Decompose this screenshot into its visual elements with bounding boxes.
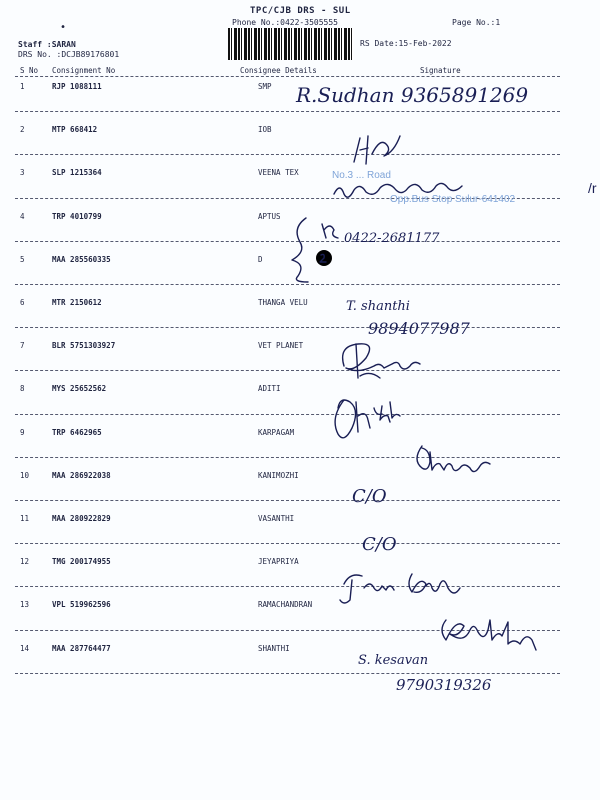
stray-mark: • xyxy=(60,22,67,33)
signature-row-12 xyxy=(334,566,484,610)
consignee-name: VET PLANET xyxy=(258,341,304,351)
page-number: Page No.:1 xyxy=(452,18,501,27)
consignee-name: THANGA VELU xyxy=(258,298,308,307)
consignment-number: MAA 287764477 xyxy=(52,643,111,653)
consignee-name: VEENA TEX xyxy=(258,168,299,178)
handwriting-row-1: R.Sudhan 9365891269 xyxy=(296,83,529,107)
col-consignment: Consignment No xyxy=(52,66,116,75)
consignment-number: MAA 286922038 xyxy=(52,470,111,480)
handwriting-row-11: C/O xyxy=(362,534,397,555)
row-number: 4 xyxy=(20,211,25,221)
row-number: 11 xyxy=(20,514,30,523)
consignee-name: APTUS xyxy=(258,211,281,221)
consignment-number: MTR 2150612 xyxy=(52,298,102,307)
signature-row-10 xyxy=(350,478,410,512)
consignment-number: MYS 25652562 xyxy=(52,384,107,394)
consignee-name: VASANTHI xyxy=(258,514,295,523)
row-number: 14 xyxy=(20,643,30,653)
row-number: 7 xyxy=(20,341,25,351)
consignee-name: SHANTHI xyxy=(258,643,290,653)
signature-row-11 xyxy=(360,526,420,560)
barcode xyxy=(228,28,354,60)
row-number: 5 xyxy=(20,254,25,264)
col-sno: S No xyxy=(20,66,39,75)
signature-row-6 xyxy=(340,292,540,342)
row-divider xyxy=(15,414,560,415)
row-number: 2 xyxy=(20,125,25,135)
consignee-name: RAMACHANDRAN xyxy=(258,600,313,610)
row-number: 10 xyxy=(20,470,30,480)
consignment-number: TRP 6462965 xyxy=(52,427,102,437)
rs-date: RS Date:15-Feb-2022 xyxy=(360,39,452,48)
drs-number: DRS No. :DCJB89176801 xyxy=(18,50,120,59)
consignee-name: IOB xyxy=(258,125,272,135)
consignment-number: VPL 519962596 xyxy=(52,600,111,610)
row-number: 8 xyxy=(20,384,25,394)
consignee-name: SMP xyxy=(258,82,272,91)
row-number: 12 xyxy=(20,557,30,567)
col-consignee: Consignee Details xyxy=(240,66,317,75)
consignment-number: MAA 285560335 xyxy=(52,254,111,264)
stamp-line-1: No.3 ... Road xyxy=(332,170,391,181)
sheet-title: TPC/CJB DRS - SUL xyxy=(250,6,351,16)
signature-row-7 xyxy=(336,336,446,384)
row-number: 9 xyxy=(20,427,25,437)
handwriting-row-10: C/O xyxy=(352,486,387,507)
consignment-number: MAA 280922829 xyxy=(52,514,111,523)
signature-row-14 xyxy=(356,648,556,694)
signature-row-13 xyxy=(436,612,556,652)
signature-row-8 xyxy=(330,392,420,450)
consignment-number: BLR 5751303927 xyxy=(52,341,116,351)
row-divider xyxy=(15,370,560,371)
signature-row-9 xyxy=(410,440,500,474)
staff-name: Staff :SARAN xyxy=(18,40,76,49)
consignee-name: D xyxy=(258,254,263,264)
row-divider xyxy=(15,543,560,544)
consignment-number: TMG 200174955 xyxy=(52,557,111,567)
row-divider xyxy=(15,284,560,285)
handwriting-row-14-name: S. kesavan xyxy=(358,653,429,668)
consignment-number: MTP 668412 xyxy=(52,125,98,135)
consignee-name: KARPAGAM xyxy=(258,427,295,437)
edge-mark: /r xyxy=(588,180,597,196)
consignment-number: TRP 4010799 xyxy=(52,211,102,221)
col-signature: Signature xyxy=(420,66,461,75)
signature-row-3 xyxy=(330,180,480,202)
row-number: 6 xyxy=(20,298,25,307)
row-divider xyxy=(15,500,560,501)
consignment-number: RJP 1088111 xyxy=(52,82,102,91)
signature-row-1 xyxy=(290,76,570,116)
handwriting-row-6-phone: 9894077987 xyxy=(368,319,470,338)
consignee-name: JEYAPRIYA xyxy=(258,557,299,567)
consignee-name: ADITI xyxy=(258,384,281,394)
handwriting-row-6-name: T. shanthi xyxy=(346,299,410,314)
consignment-number: SLP 1215364 xyxy=(52,168,102,178)
signature-row-4-5 xyxy=(286,212,476,284)
stamp-line-2: Opp.Bus Stop Sulur-641402 xyxy=(390,194,516,205)
row-number: 1 xyxy=(20,82,25,91)
row-number: 3 xyxy=(20,168,25,178)
handwriting-row-4: 0422-2681177 xyxy=(344,231,440,246)
consignee-name: KANIMOZHI xyxy=(258,470,299,480)
handwriting-row-14-phone: 9790319326 xyxy=(396,676,492,694)
row-number: 13 xyxy=(20,600,30,610)
phone-number: Phone No.:0422-3505555 xyxy=(232,18,338,27)
signature-row-2 xyxy=(350,124,410,168)
